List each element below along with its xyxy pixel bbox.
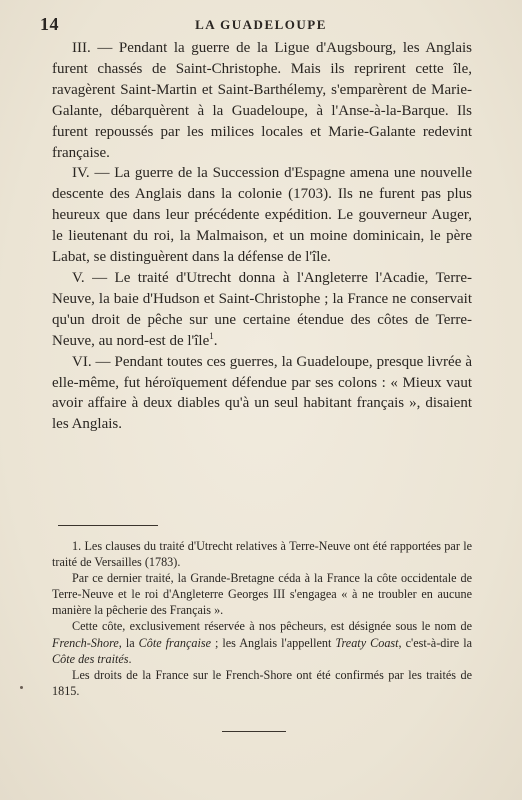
fn-italic-cote-francaise: Côte française <box>138 635 211 650</box>
footnote-1-cont-a: Par ce dernier traité, la Grande-Bretagne céda à la France la côte occidentale de Terre-Neuve et le roi d'Angleterre Georges III s'engagea « à ne troubler en aucune manière la pêcherie des Français ». <box>52 571 472 618</box>
fn-italic-cote-des-traites: Côte des traités <box>52 651 129 666</box>
fn-italic-french-shore: French-Shore <box>52 635 119 650</box>
footnote-separator <box>58 525 158 526</box>
footnote-ref: 1 <box>209 330 214 341</box>
fn-text: ; les Anglais l'appellent <box>211 635 336 650</box>
paragraph-iv: IV. — La guerre de la Succession d'Espagne amena une nouvelle descente des Anglais dans la colonie (1703). Ils ne furent pas plus heureux que dans leur précédente expédition. Le gouverneur Auger, le lieutenant du roi, la Malmaison, et un moine dominicain, le père Labat, se distinguèrent dans la défense de l'île. <box>52 165 472 266</box>
footnote-1-cont-c: Les droits de la France sur le French-Shore ont été confirmés par les traités de 1815. <box>52 667 472 698</box>
paragraph-v <box>52 268 472 352</box>
paragraph-v-text: V. — Le traité d'Utrecht donna à l'Angleterre l'Acadie, Terre-Neuve, la baie d'Hudson et Saint-Christophe ; la France ne conservait qu'un droit de pêche sur une certaine étendue des côtes de Terre-Neuve, au nord-est de l'île <box>52 269 472 349</box>
footnote-1-cont-b <box>52 618 472 666</box>
main-text <box>52 38 472 435</box>
fn-italic-treaty-coast: Treaty Coast <box>335 635 399 650</box>
page-header <box>40 14 482 36</box>
margin-speck <box>20 686 23 689</box>
end-rule <box>222 731 286 732</box>
running-title: LA GUADELOUPE <box>195 17 327 32</box>
footnotes <box>52 538 472 699</box>
fn-text: Cette côte, exclusivement réservée à nos pêcheurs, est désignée sous le nom de <box>72 619 472 634</box>
fn-text: , la <box>118 635 139 650</box>
fn-text: . <box>128 651 132 666</box>
fn-text: , c'est-à-dire la <box>398 635 472 650</box>
paragraph-iii: III. — Pendant la guerre de la Ligue d'Augsbourg, les Anglais furent chassés de Saint-Christophe. Mais ils reprirent cette île, ravagèrent Saint-Martin et Saint-Barthélemy, s'emparèrent de Marie-Galante, débarquèrent à la Guadeloupe, à l'Anse-à-la-Barque. Ils furent repoussés par les milices locales et Marie-Galante redevint française. <box>52 40 472 161</box>
footnote-1: 1. Les clauses du traité d'Utrecht relatives à Terre-Neuve ont été rapportées par le traité de Versailles (1783). <box>52 539 472 570</box>
paragraph-v-tail: . <box>213 332 218 349</box>
page-number: 14 <box>40 14 59 34</box>
paragraph-vi: VI. — Pendant toutes ces guerres, la Guadeloupe, presque livrée à elle-même, fut héroïquement défendue par ses colons : « Mieux vaut avoir affaire à deux diables qu'à un seul habitant français », disaient les Anglais. <box>52 353 472 433</box>
